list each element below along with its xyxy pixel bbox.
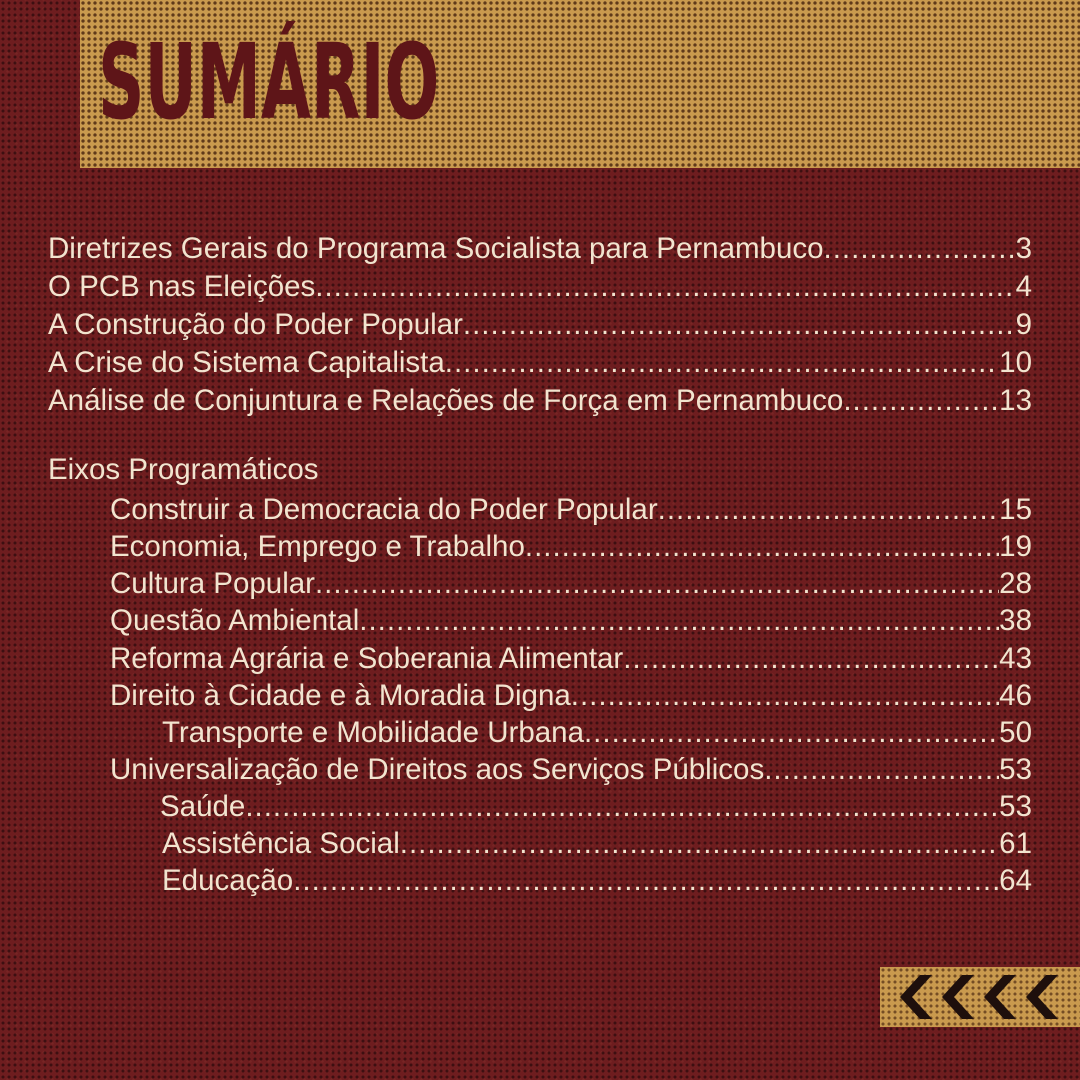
toc-subentry[interactable]	[110, 753, 1032, 789]
dot-leader	[400, 827, 999, 861]
toc-entry-label: Construir a Democracia do Poder Popular	[110, 493, 658, 526]
dot-leader	[315, 270, 1015, 304]
toc-entry-label: Educação	[162, 864, 294, 897]
dot-leader	[623, 642, 999, 676]
toc-subentry[interactable]	[110, 604, 1032, 640]
toc-entry-label: O PCB nas Eleições	[48, 270, 316, 303]
toc-subsubentry[interactable]	[162, 716, 1032, 752]
toc-entry-label: Saúde	[160, 790, 246, 823]
toc-entry-label: Universalização de Direitos aos Serviços Públicos	[110, 753, 765, 786]
toc-entry-page: 28	[999, 567, 1032, 600]
section-heading: Eixos Programáticos	[48, 453, 319, 486]
toc-entry-page: 4	[1015, 270, 1032, 303]
toc-entry-page: 9	[1015, 308, 1032, 341]
toc-subsubentry[interactable]	[160, 790, 1032, 826]
toc-entry[interactable]	[48, 346, 1032, 382]
chevrons-left-icon	[880, 967, 1080, 1027]
toc-subentry[interactable]	[110, 642, 1032, 678]
dot-leader	[584, 716, 999, 750]
toc-entry-label: Transporte e Mobilidade Urbana	[162, 716, 584, 749]
toc-subentry[interactable]	[110, 567, 1032, 603]
toc-subsubentry[interactable]	[162, 864, 1032, 900]
toc-entry-page: 61	[999, 827, 1032, 860]
toc-entry-page: 19	[999, 530, 1032, 563]
toc-entry-page: 15	[999, 493, 1032, 526]
toc-subentry[interactable]	[110, 530, 1032, 566]
toc-entry-page: 64	[999, 864, 1032, 897]
dot-leader	[764, 753, 999, 787]
dot-leader	[824, 232, 1016, 266]
toc-entry-label: Cultura Popular	[110, 567, 315, 600]
dot-leader	[245, 790, 999, 824]
toc-subsubentry[interactable]	[162, 827, 1032, 863]
dot-leader	[525, 530, 999, 564]
toc-entry-label: Diretrizes Gerais do Programa Socialista para Pernambuco	[48, 232, 824, 265]
toc-entry-page: 3	[1015, 232, 1032, 265]
toc-entry-page: 10	[999, 346, 1032, 379]
toc-entry-page: 50	[999, 716, 1032, 749]
toc-entry-label: Economia, Emprego e Trabalho	[110, 530, 525, 563]
dot-leader	[571, 679, 999, 713]
dot-leader	[293, 864, 999, 898]
toc-entry-label: A Crise do Sistema Capitalista	[48, 346, 445, 379]
toc-entry-page: 13	[999, 384, 1032, 417]
dot-leader	[359, 604, 999, 638]
toc-entry-label: Questão Ambiental	[110, 604, 360, 637]
toc-entry-label: Assistência Social	[162, 827, 400, 860]
toc-entry-label: Análise de Conjuntura e Relações de Força em Pernambuco	[48, 384, 844, 417]
page-title: SUMÁRIO	[98, 21, 440, 143]
toc-entry-label: A Construção do Poder Popular	[48, 308, 463, 341]
toc-subentry[interactable]	[110, 679, 1032, 715]
back-button[interactable]	[880, 967, 1080, 1027]
toc-entry-label: Reforma Agrária e Soberania Alimentar	[110, 642, 624, 675]
dot-leader	[445, 346, 999, 380]
toc-entry-page: 43	[999, 642, 1032, 675]
toc-entry-page: 46	[999, 679, 1032, 712]
toc-entry-page: 53	[999, 790, 1032, 823]
toc-entry[interactable]	[48, 384, 1032, 420]
toc-entry-page: 38	[999, 604, 1032, 637]
toc-entry-page: 53	[999, 753, 1032, 786]
toc-subentry[interactable]	[110, 493, 1032, 529]
dot-leader	[658, 493, 1000, 527]
toc-entry-label: Direito à Cidade e à Moradia Digna	[110, 679, 571, 712]
dot-leader	[315, 567, 999, 601]
toc-entry[interactable]	[48, 270, 1032, 306]
dot-leader	[463, 308, 1016, 342]
toc-entry[interactable]	[48, 232, 1032, 268]
toc-entry[interactable]	[48, 308, 1032, 344]
dot-leader	[843, 384, 999, 418]
